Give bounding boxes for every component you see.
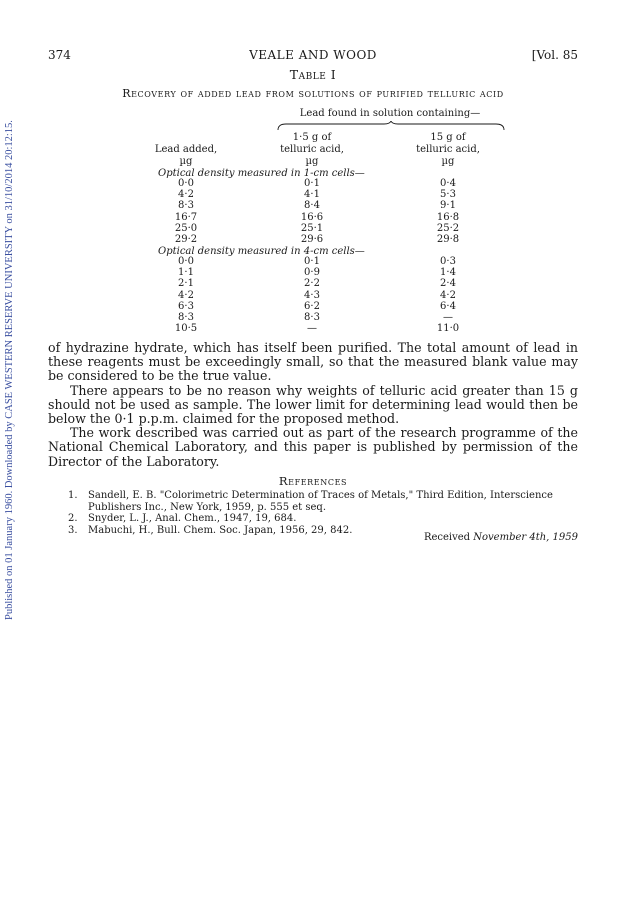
table-cell: 2·4 <box>440 278 456 290</box>
table-cell: 8·4 <box>304 200 320 212</box>
reference-item <box>48 490 578 513</box>
column-header <box>262 132 362 168</box>
running-head-authors: VEALE AND WOOD <box>249 48 377 62</box>
table-cell: 4·3 <box>304 289 320 301</box>
reference-text: Snyder, L. J., Anal. Chem., 1947, 19, 684. <box>88 513 297 525</box>
paragraph: The work described was carried out as part of the research programme of the National Chemical Laboratory, and this paper is published by permission of the Director of the Laboratory. <box>48 425 578 469</box>
table-cell: 0·1 <box>304 178 320 189</box>
table-cell: 11·0 <box>436 323 460 335</box>
column-header <box>398 132 498 168</box>
table-cell: 29·6 <box>300 234 324 245</box>
table-cell: 8·3 <box>304 312 320 323</box>
table-cell: 16·8 <box>436 211 460 223</box>
paragraph: There appears to be no reason why weights of telluric acid greater than 15 g should not be used as sample. The lower limit for determining lead would then be below the 0·1 p.p.m. claimed for the proposed method. <box>48 382 578 427</box>
table-row <box>48 189 578 200</box>
table-spanning-header: Lead found in solution containing— <box>299 108 481 119</box>
table-cell: 0·3 <box>440 256 456 267</box>
table-row <box>48 200 578 211</box>
references-list <box>48 490 578 536</box>
column-header-unit: µg <box>179 156 193 167</box>
table-cell: 1·1 <box>178 267 194 279</box>
reference-text: Sandell, E. B. "Colorimetric Determination of Traces of Metals," Third Edition, Interscience Publishers Inc., New York, 1959, p. 555 et seq. <box>88 490 553 513</box>
table-cell: 0·0 <box>178 178 194 189</box>
references-heading: References <box>278 474 348 488</box>
table-cell: 25·0 <box>174 222 198 234</box>
table-cell: 4·2 <box>178 289 194 301</box>
table-cell: 6·2 <box>304 300 320 312</box>
download-watermark <box>4 60 18 620</box>
table-cell: 2·1 <box>178 278 194 290</box>
table-cell: 25·1 <box>300 222 324 234</box>
table-row <box>48 301 578 312</box>
table-cell: 1·4 <box>440 267 456 279</box>
table-row <box>48 256 578 267</box>
table-cell: — <box>443 312 453 323</box>
table-cell: 9·1 <box>440 200 456 212</box>
download-watermark-text: Published on 01 January 1960. Downloaded by CASE WESTERN RESERVE UNIVERSITY on 31/10/2014 20:12:15. <box>4 120 15 620</box>
table-cell: 5·3 <box>440 189 456 201</box>
table-cell: 29·2 <box>174 234 198 245</box>
column-header-line2: telluric acid, <box>416 144 480 155</box>
table-cell: 6·4 <box>440 300 456 312</box>
received-prefix: Received <box>423 532 471 543</box>
table-cell: 0·0 <box>178 256 194 267</box>
table-cell: 4·1 <box>304 189 320 201</box>
table-cell: 0·1 <box>304 256 320 267</box>
table-row <box>48 223 578 234</box>
table-cell: 8·3 <box>178 200 194 212</box>
table-cell: 2·2 <box>304 278 320 290</box>
section-label: Optical density measured in 1-cm cells— <box>158 168 365 179</box>
column-header <box>136 144 236 168</box>
reference-number: 2. <box>68 513 78 525</box>
table-row <box>48 323 578 334</box>
column-brace <box>276 121 506 131</box>
section-label: Optical density measured in 4-cm cells— <box>158 246 365 257</box>
table-caption: Recovery of added lead from solutions of purified telluric acid <box>122 87 504 100</box>
table-row <box>48 290 578 301</box>
table-cell: 16·7 <box>174 211 198 223</box>
column-header-line2: Lead added, <box>154 144 218 155</box>
volume-label: [Vol. 85 <box>531 48 578 62</box>
paragraph: of hydrazine hydrate, which has itself been purified. The total amount of lead in these reagents must be exceedingly small, so that the measured blank value may be considered to be the true value. <box>48 340 578 384</box>
table-row <box>48 212 578 223</box>
table-cell: 29·8 <box>436 234 460 245</box>
table-row <box>48 234 578 245</box>
table-cell: 10·5 <box>174 323 198 335</box>
column-header-line1: 15 g of <box>430 132 466 143</box>
body-paragraphs <box>48 341 578 469</box>
table-cell: 4·2 <box>440 289 456 301</box>
page-number: 374 <box>48 48 71 62</box>
table-row <box>48 178 578 189</box>
table-cell: — <box>307 323 317 335</box>
reference-item <box>48 513 578 525</box>
table-cell: 4·2 <box>178 189 194 201</box>
table-cell: 0·9 <box>304 267 320 279</box>
column-header-unit: µg <box>441 156 455 167</box>
column-header-line2: telluric acid, <box>280 144 344 155</box>
column-header-line1: 1·5 g of <box>292 132 332 143</box>
reference-text: Mabuchi, H., Bull. Chem. Soc. Japan, 1956, 29, 842. <box>88 524 353 536</box>
table-row <box>48 278 578 289</box>
table-row <box>48 312 578 323</box>
column-header-unit: µg <box>305 156 319 167</box>
table-cell: 25·2 <box>436 222 460 234</box>
table-cell: 16·6 <box>300 211 324 223</box>
received-date-value: November 4th, 1959 <box>473 532 578 543</box>
table-row <box>48 267 578 278</box>
table-title: Table I <box>289 67 337 82</box>
reference-number: 3. <box>68 524 78 536</box>
reference-number: 1. <box>68 490 78 501</box>
table-cell: 8·3 <box>178 312 194 323</box>
table-cell: 0·4 <box>440 178 456 189</box>
table-cell: 6·3 <box>178 300 194 312</box>
received-date <box>424 532 578 543</box>
